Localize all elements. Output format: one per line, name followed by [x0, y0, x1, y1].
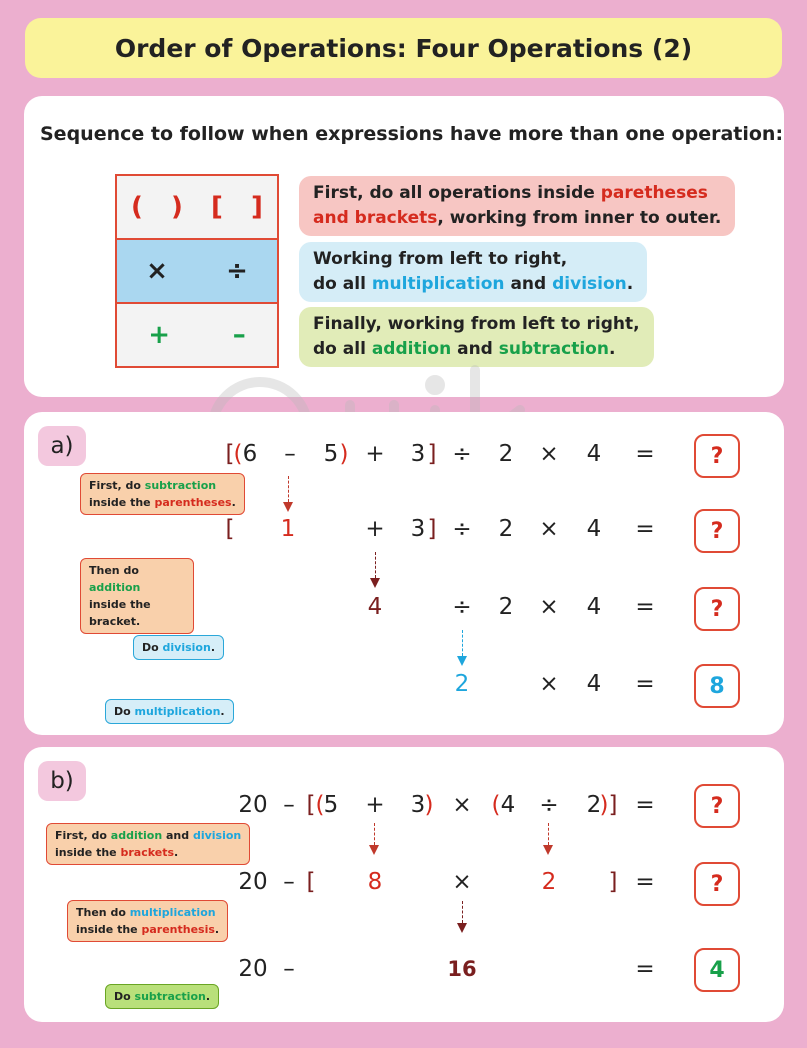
note-highlight: division — [192, 829, 242, 842]
answer-box: ? — [694, 509, 740, 553]
example-b-panel — [24, 747, 784, 1022]
note-highlight: addition — [110, 829, 163, 842]
rule-highlight: subtraction — [498, 339, 609, 359]
hint-note — [46, 823, 250, 865]
token: 3 — [410, 441, 426, 467]
note-text: Do — [114, 990, 135, 1003]
token: × — [539, 441, 559, 467]
token: = — [635, 869, 655, 895]
token: ] — [427, 516, 437, 542]
token: ) — [599, 792, 609, 818]
example-a-panel — [24, 412, 784, 735]
note-highlight: division — [162, 641, 211, 654]
note-highlight: parentheses — [154, 496, 232, 509]
grid-row-multiply-divide — [117, 240, 277, 304]
note-text: inside the — [89, 496, 155, 509]
token: ) — [339, 441, 349, 467]
answer-box: ? — [694, 434, 740, 478]
page-title: Order of Operations: Four Operations (2) — [25, 18, 782, 78]
note-text: Do — [142, 641, 163, 654]
token: 4 — [367, 594, 383, 620]
hint-note — [67, 900, 228, 942]
note-highlight: subtraction — [144, 479, 217, 492]
down-arrow-icon — [288, 476, 289, 502]
token: × — [452, 792, 472, 818]
rule-multiply-divide — [299, 242, 647, 302]
rule-brackets — [299, 176, 735, 236]
token: 2 — [498, 594, 514, 620]
note-text: inside the — [55, 846, 121, 859]
token: 2 — [454, 671, 470, 697]
token: 4 — [500, 792, 516, 818]
note-text: inside the bracket. — [89, 598, 151, 628]
token: + — [365, 441, 385, 467]
answer-box: ? — [694, 587, 740, 631]
answer-box: 8 — [694, 664, 740, 708]
token: ] — [608, 869, 618, 895]
note-text: First, do — [89, 479, 145, 492]
hint-note — [105, 984, 219, 1009]
token: 3 — [410, 516, 426, 542]
answer-box: ? — [694, 784, 740, 828]
multiply-sign: × — [146, 256, 168, 286]
rule-text: Finally, working from left to right, — [313, 314, 640, 334]
rule-text: . — [626, 274, 634, 294]
note-highlight: brackets — [120, 846, 174, 859]
answer-box: 4 — [694, 948, 740, 992]
rules-panel — [24, 96, 784, 397]
token: = — [635, 441, 655, 467]
token: + — [365, 516, 385, 542]
rule-highlight: paretheses — [600, 183, 708, 203]
note-highlight: subtraction — [134, 990, 206, 1003]
down-arrow-icon — [462, 901, 463, 923]
token: [ — [306, 869, 316, 895]
token: ) — [424, 792, 434, 818]
token: 2 — [498, 441, 514, 467]
rule-highlight: addition — [371, 339, 452, 359]
note-text: and — [162, 829, 193, 842]
note-highlight: addition — [89, 581, 141, 594]
token: = — [635, 792, 655, 818]
note-text: First, do — [55, 829, 111, 842]
token: × — [539, 671, 559, 697]
token: + — [365, 792, 385, 818]
note-text: Then do — [76, 906, 130, 919]
rule-text: do all — [313, 274, 372, 294]
token: ÷ — [452, 594, 472, 620]
token: × — [452, 869, 472, 895]
token: 5 — [323, 792, 339, 818]
note-text: . — [205, 990, 211, 1003]
plus-sign: + — [148, 320, 171, 350]
token: – — [283, 956, 295, 982]
answer-box: ? — [694, 862, 740, 906]
close-bracket: ] — [251, 192, 263, 222]
rule-add-subtract — [299, 307, 654, 367]
token: – — [283, 869, 295, 895]
token: 20 — [238, 869, 268, 895]
open-bracket: [ — [211, 192, 223, 222]
hint-note — [105, 699, 234, 724]
rule-highlight: multiplication — [371, 274, 505, 294]
note-text: Do — [114, 705, 135, 718]
note-highlight: multiplication — [129, 906, 216, 919]
grid-row-add-subtract — [117, 304, 277, 366]
token: ÷ — [452, 441, 472, 467]
token: 6 — [242, 441, 258, 467]
divide-sign: ÷ — [226, 256, 248, 286]
note-text: inside the — [76, 923, 142, 936]
hint-note — [133, 635, 224, 660]
token: 8 — [367, 869, 383, 895]
rule-text: First, do all operations inside — [313, 183, 601, 203]
token: 2 — [586, 792, 602, 818]
rule-text: . — [608, 339, 616, 359]
note-text: . — [174, 846, 179, 859]
part-a-label: a) — [38, 426, 86, 466]
token: ] — [427, 441, 437, 467]
rule-text: , working from inner to outer. — [437, 208, 722, 228]
rule-highlight: and brackets — [313, 208, 438, 228]
token: 4 — [586, 671, 602, 697]
close-paren: ) — [171, 192, 183, 222]
note-highlight: multiplication — [134, 705, 221, 718]
token: 4 — [586, 516, 602, 542]
token: 20 — [238, 792, 268, 818]
intro-text: Sequence to follow when expressions have more than one operation: — [40, 123, 784, 145]
token: × — [539, 516, 559, 542]
note-text: . — [231, 496, 236, 509]
part-b-label: b) — [38, 761, 86, 801]
token: ( — [491, 792, 501, 818]
token: ( — [315, 792, 325, 818]
down-arrow-icon — [548, 823, 549, 845]
token: ( — [233, 441, 243, 467]
note-text: . — [220, 705, 225, 718]
grid-row-brackets — [117, 176, 277, 240]
token: – — [283, 792, 295, 818]
down-arrow-icon — [375, 552, 376, 578]
token: [ — [225, 516, 235, 542]
token: 16 — [447, 957, 477, 981]
token: 4 — [586, 594, 602, 620]
rule-text: and — [451, 339, 499, 359]
rule-text: Working from left to right, — [313, 249, 568, 269]
rule-highlight: division — [552, 274, 627, 294]
token: × — [539, 594, 559, 620]
token: ÷ — [539, 792, 559, 818]
token: [ — [306, 792, 316, 818]
hint-note — [80, 473, 245, 515]
token: = — [635, 594, 655, 620]
token: = — [635, 671, 655, 697]
token: 2 — [498, 516, 514, 542]
minus-sign: – — [232, 320, 246, 350]
note-text: Then do — [89, 564, 139, 577]
open-paren: ( — [131, 192, 143, 222]
token: = — [635, 516, 655, 542]
down-arrow-icon — [374, 823, 375, 845]
token: [ — [225, 441, 235, 467]
note-highlight: parenthesis — [141, 923, 215, 936]
token: 4 — [586, 441, 602, 467]
down-arrow-icon — [462, 630, 463, 656]
token: 3 — [410, 792, 426, 818]
token: 2 — [541, 869, 557, 895]
hint-note — [80, 558, 194, 634]
rule-text: do all — [313, 339, 372, 359]
token: 1 — [280, 516, 296, 542]
token: ÷ — [452, 516, 472, 542]
note-text: . — [214, 923, 220, 936]
note-text: . — [210, 641, 216, 654]
token: ] — [608, 792, 618, 818]
rule-text: and — [504, 274, 553, 294]
token: 5 — [323, 441, 339, 467]
token: = — [635, 956, 655, 982]
token: 20 — [238, 956, 268, 982]
operations-grid — [115, 174, 279, 368]
token: – — [284, 441, 296, 467]
